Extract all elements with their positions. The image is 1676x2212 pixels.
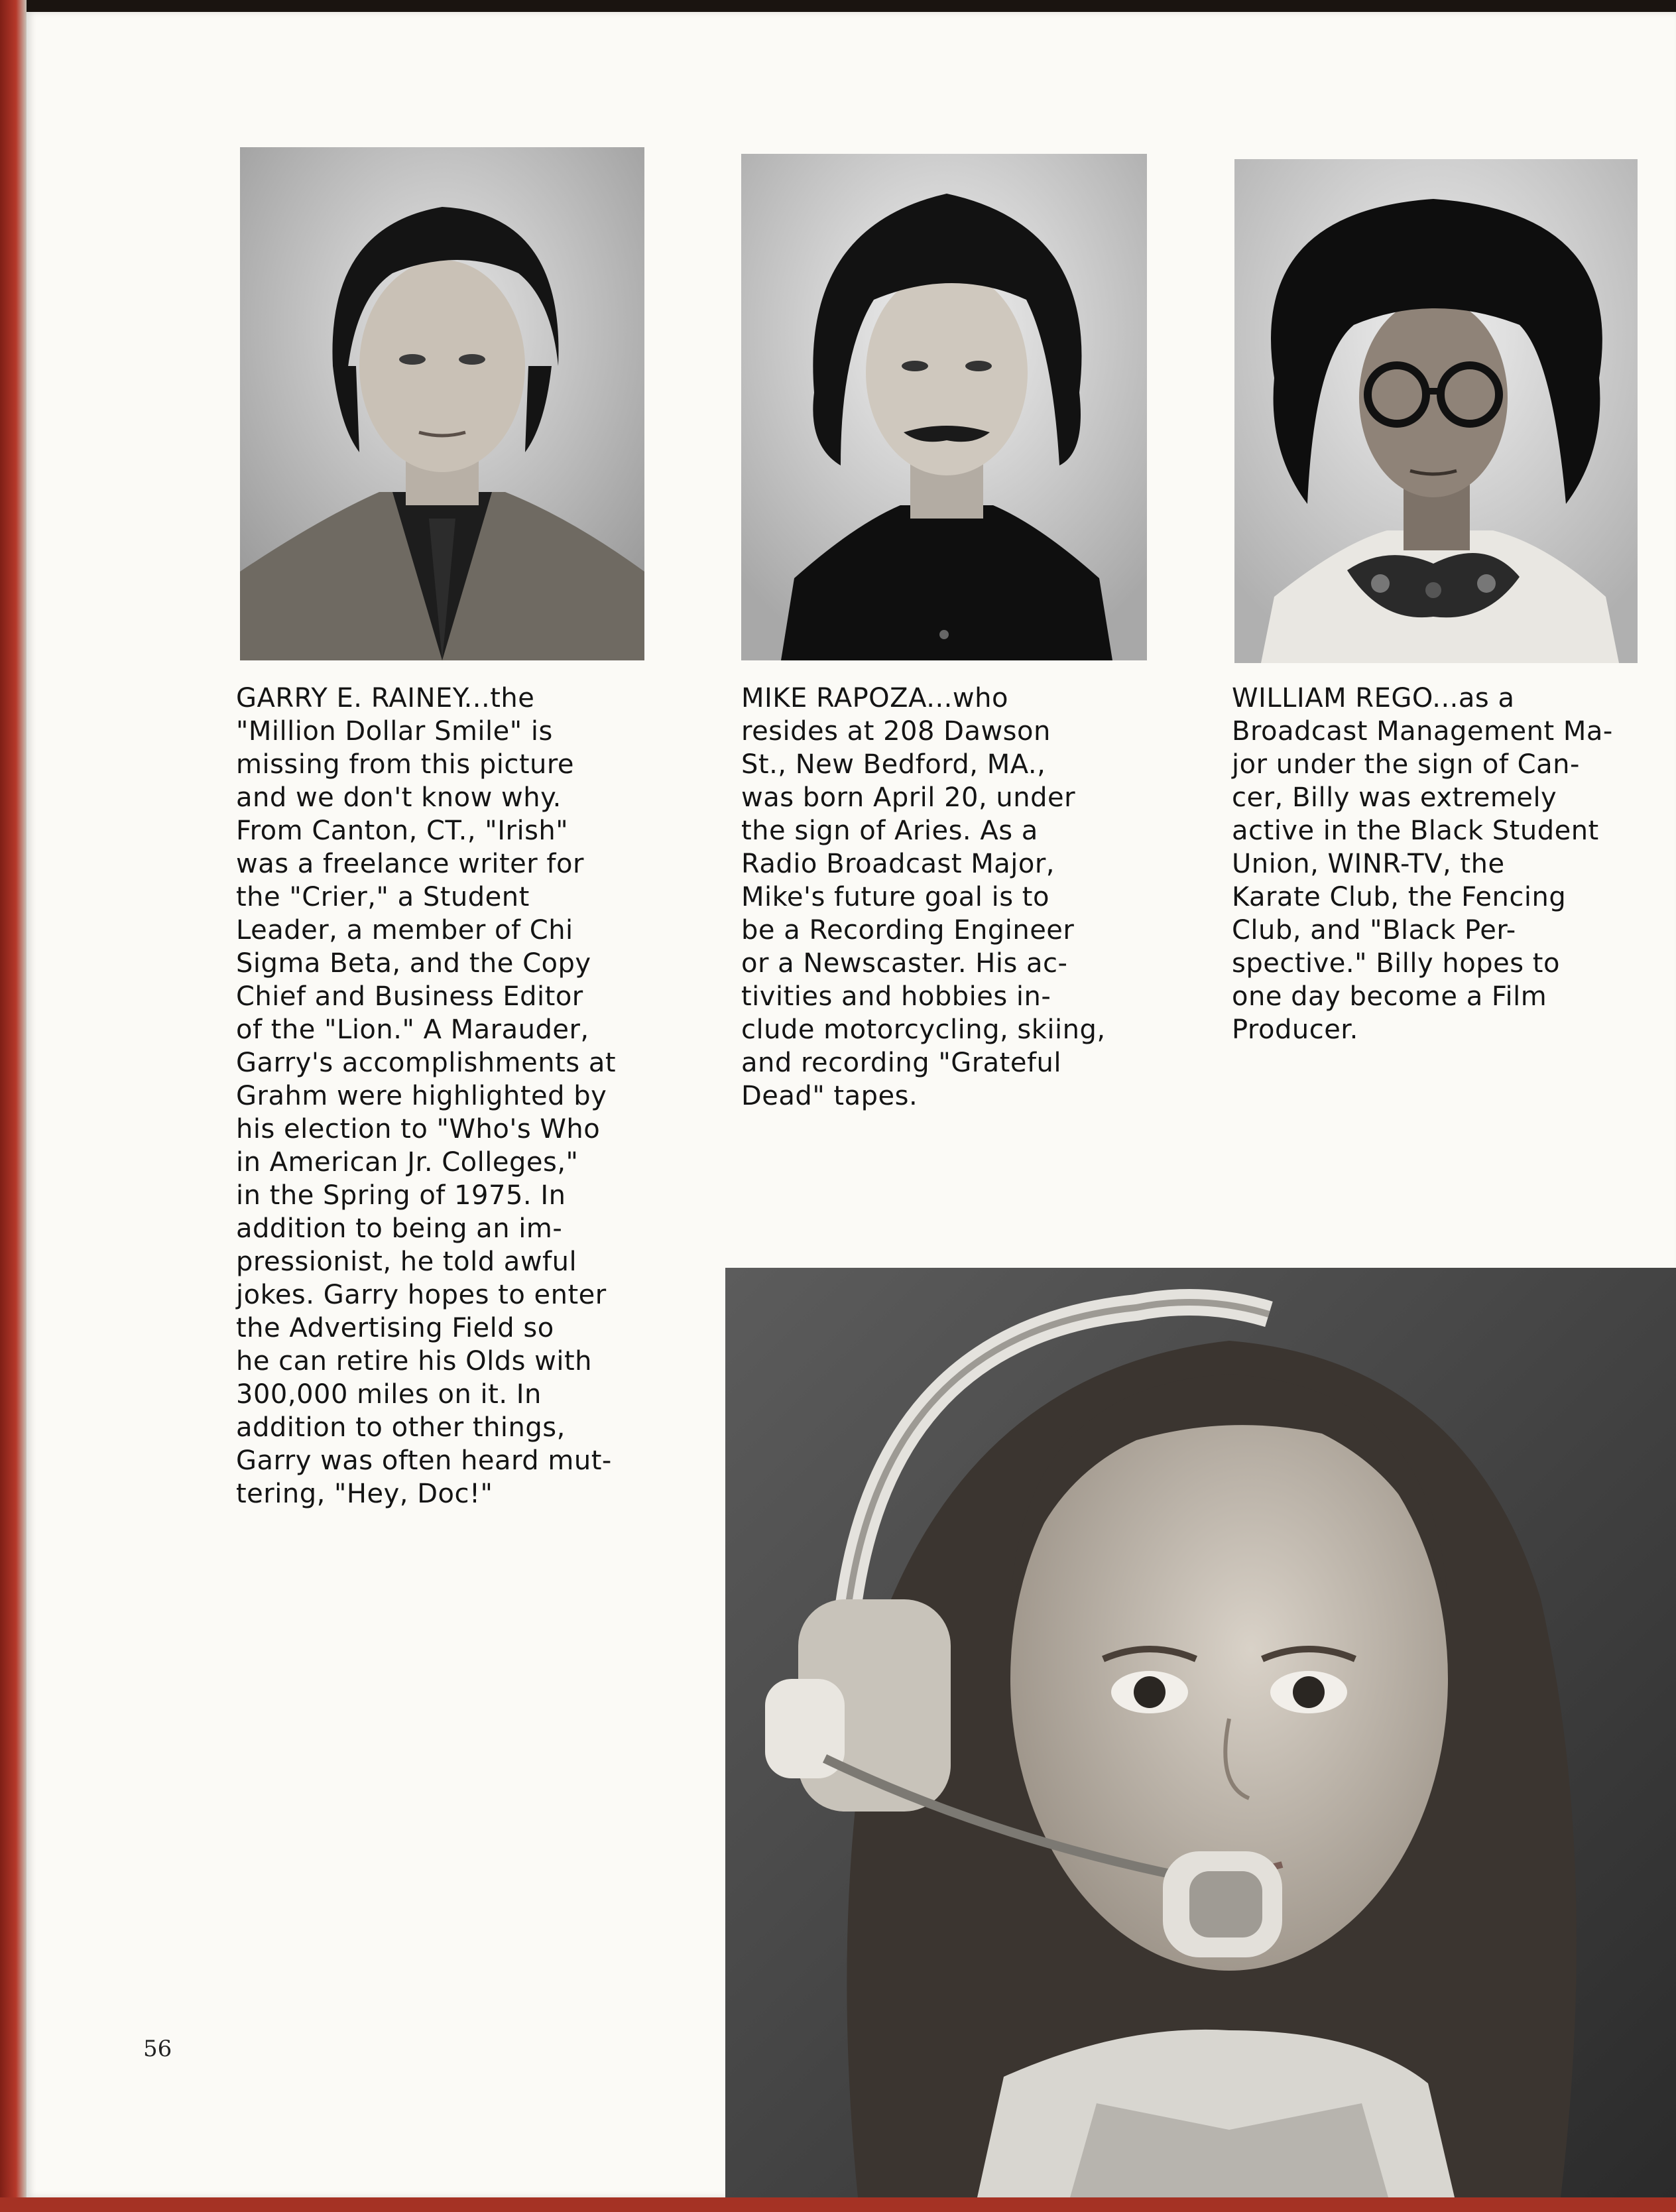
portrait-mike-rapoza — [741, 154, 1147, 660]
bio-garry-rainey: GARRY E. RAINEY...the "Million Dollar Smile" is missing from this picture and we don't know why. From Canton, CT., "Irish" was a freelance writer for the "Crier," a Student Leader, a member of Chi Sigma Beta, and the Copy Chief and Business Editor of the "Lion." A Marauder, Garry's accomplishments at Grahm were highlighted by his election to "Who's Who in American Jr. Colleges," in the Spring of 1975. In addition to being an im- pressionist, he told awful jokes. Garry hopes to enter the Advertising Field so he can retire his Olds with 300,000 miles on it. In addition to other things, Garry was often heard mut- tering, "Hey, Doc!" — [236, 683, 617, 1509]
page-bottom-edge — [0, 2197, 1676, 2212]
candid-photo-headset — [725, 1268, 1676, 2197]
yearbook-page — [27, 12, 1676, 2197]
bio-william-rego: WILLIAM REGO...as a Broadcast Management Ma- jor under the sign of Can- cer, Billy was extremely active in the Black Student Union, WINR-TV, the Karate Club, the Fencing Club, and "Black Per- spective." Billy hopes to one day become a Film Producer. — [1232, 683, 1613, 1045]
portrait-william-rego — [1234, 159, 1638, 663]
page-number: 56 — [143, 2036, 172, 2062]
page-top-edge — [0, 0, 1676, 12]
portrait-garry-rainey — [240, 147, 644, 660]
binding-edge — [0, 0, 27, 2212]
bio-mike-rapoza: MIKE RAPOZA...who resides at 208 Dawson St., New Bedford, MA., was born April 20, under the sign of Aries. As a Radio Broadcast Major, Mike's future goal is to be a Recording Engineer or a Newscaster. His ac- tivities and hobbies in- clude motorcycling, skiing, and recording "Grateful Dead" tapes. — [741, 683, 1106, 1111]
